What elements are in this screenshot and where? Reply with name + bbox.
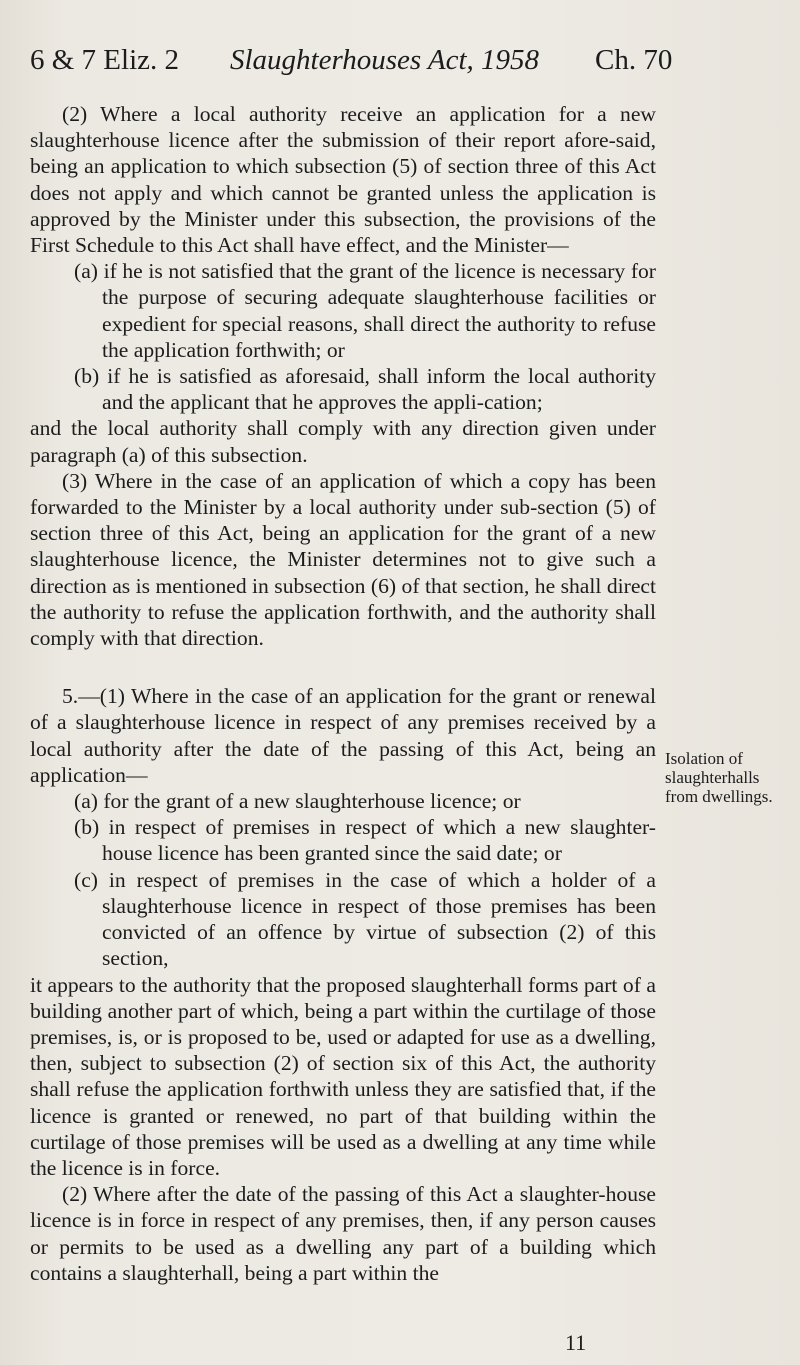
paragraph-4-2-closing: and the local authority shall comply with any direction given under paragraph (a) of this subsection. [30, 416, 656, 467]
section-5-1-a: (a) for the grant of a new slaughterhouse licence; or [74, 789, 521, 814]
page-number: 11 [565, 1330, 587, 1355]
paragraph-4-2: (2) Where a local authority receive an application for a new slaughterhouse licence after the submission of their report afore-said, being an application to which subsection (5) of section three of this Act does not apply and which cannot be granted unless the application is approved by the Minister under this subsection, the provisions of the First Schedule to this Act shall have effect, and the Minister— [30, 102, 656, 258]
header-regnal-year: 6 & 7 Eliz. 2 [30, 44, 180, 76]
section-5-2: (2) Where after the date of the passing of this Act a slaughter-house licence is in force in respect of any premises, then, if any person causes or permits to be used as a dwelling any part of a building which contains a slaughterhall, being a part within the [30, 1182, 656, 1285]
body-text [30, 101, 656, 1286]
section-5-1-closing: it appears to the authority that the proposed slaughterhall forms part of a building another part of which, being a part within the curtilage of those premises, is, or is proposed to be, used or adapted for use as a dwelling, then, subject to subsection (2) of section six of this Act, the authority shall refuse the application forthwith unless they are satisfied that, if the licence is granted or renewed, no part of that building within the curtilage of those premises will be used as a dwelling at any time while the licence is in force. [30, 972, 656, 1180]
section-5-1-b: (b) in respect of premises in respect of which a new slaughter-house licence has been granted since the said date; or [74, 815, 656, 866]
paragraph-4-2-a: (a) if he is not satisfied that the grant of the licence is necessary for the purpose of securing adequate slaughterhouse facilities or expedient for special reasons, shall direct the authority to refuse the application forthwith; or [74, 259, 656, 362]
header-act-title: Slaughterhouses Act, 1958 [230, 44, 540, 76]
section-5-1: 5.—(1) Where in the case of an application for the grant or renewal of a slaughterhouse licence in respect of any premises received by a local authority after the date of the passing of this Act, being an application— [30, 684, 656, 787]
paragraph-4-2-b: (b) if he is satisfied as aforesaid, shall inform the local authority and the applicant that he approves the appli-cation; [74, 364, 656, 415]
header-chapter: Ch. 70 [595, 44, 673, 76]
running-header [30, 40, 770, 80]
marginal-note: Isolation of slaughterhalls from dwellings. [665, 749, 773, 806]
paragraph-4-3: (3) Where in the case of an application of which a copy has been forwarded to the Minister by a local authority under sub-section (5) of section three of this Act, being an application for the grant of a new slaughterhouse licence, the Minister determines not to give such a direction as is mentioned in subsection (6) of that section, he shall direct the authority to refuse the application forthwith, and the authority shall comply with that direction. [30, 468, 656, 651]
section-5-1-c: (c) in respect of premises in the case of which a holder of a slaughterhouse licence in respect of those premises has been convicted of an offence by virtue of subsection (2) of this section, [74, 867, 656, 971]
